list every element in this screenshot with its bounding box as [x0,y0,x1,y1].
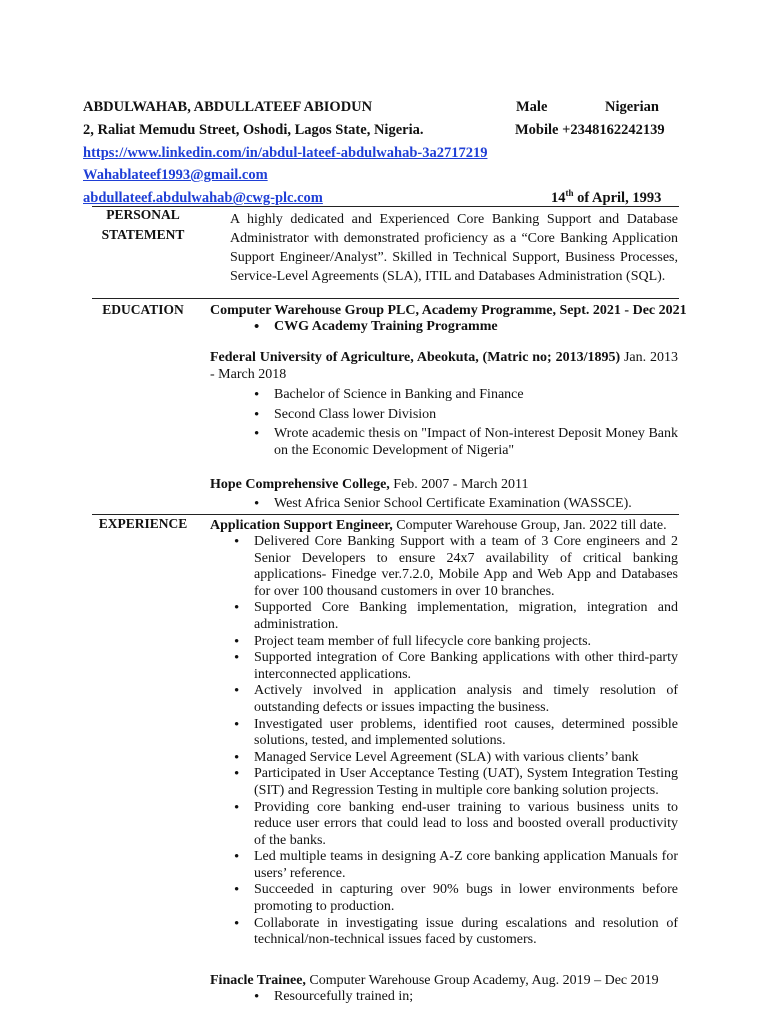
list-item: • Actively involved in application analysis and timely resolution of outstanding defects or issues impacting the business. [230,683,678,716]
experience-job1-title: Application Support Engineer, Computer Warehouse Group, Jan. 2022 till date. [210,518,667,533]
list-item: • CWG Academy Training Programme [250,319,678,336]
nationality: Nigerian [605,99,659,115]
date-of-birth: 14th of April, 1993 [551,188,662,206]
experience-job2-title: Finacle Trainee, Computer Warehouse Group Academy, Aug. 2019 – Dec 2019 [210,973,659,988]
personal-statement-label: PERSONAL STATEMENT [101,207,185,242]
personal-statement-text: A highly dedicated and Experienced Core Banking Support and Database Administrator with demonstrated proficiency as a “Core Banking Application Support Engineer/Analyst”. Skilled in Technical Support, Business Processes, Service-Level Agreements (SLA), ITIL and Databases Administration (SQL). [230,212,678,284]
list-item: • West Africa Senior School Certificate Examination (WASSCE). [250,496,678,513]
list-item: • Delivered Core Banking Support with a team of 3 Core engineers and 2 Senior Developers to ensure 24x7 availability of critical banking applications- Finedge ver.7.2.0, Mobile App and Web App and Databases for over 100 thousand customers in over 10 branches. [230,534,678,600]
list-item: • Supported integration of Core Banking applications with other third-party interconnected applications. [230,650,678,683]
experience-job1 [210,517,678,949]
personal-email-link[interactable]: Wahablateef1993@gmail.com [83,167,268,183]
education-cwg [210,302,687,336]
work-email-link[interactable]: abdullateef.abdulwahab@cwg-plc.com [83,190,323,206]
list-item: • Project team member of full lifecycle core banking projects. [230,634,678,651]
education-hope-title: Hope Comprehensive College, Feb. 2007 - March 2011 [210,477,529,492]
experience-label: EXPERIENCE [98,516,188,531]
experience-job2-list [250,989,678,1006]
list-item: • Supported Core Banking implementation, migration, integration and administration. [230,600,678,633]
education-hope-list [250,496,678,513]
candidate-name: ABDULWAHAB, ABDULLATEEF ABIODUN [83,99,373,115]
education-funaab-list [250,387,678,459]
gender: Male [516,99,548,115]
list-item: • Second Class lower Division [250,407,678,424]
experience-job1-list [230,534,678,949]
linkedin-link[interactable]: https://www.linkedin.com/in/abdul-lateef-abdulwahab-3a2717219 [83,145,488,161]
mobile-number: Mobile +2348162242139 [515,122,665,138]
section-divider [92,298,679,299]
list-item: • Wrote academic thesis on "Impact of Non-interest Deposit Money Bank on the Economic Development of Nigeria" [250,426,678,459]
list-item: • Providing core banking end-user training to various business units to reduce user errors that could lead to loss and boosted overall productivity of the banks. [230,800,678,850]
list-item: • Bachelor of Science in Banking and Finance [250,387,678,404]
list-item: • Collaborate in investigating issue during escalations and resolution of technical/non-technical issues faced by customers. [230,916,678,949]
education-hope [210,476,678,513]
list-item: • Participated in User Acceptance Testing (UAT), System Integration Testing (SIT) and Regression Testing in multiple core banking solution projects. [230,766,678,799]
list-item: • Managed Service Level Agreement (SLA) with various clients’ bank [230,750,678,767]
list-item: • Succeeded in capturing over 90% bugs in lower environments before promoting to production. [230,882,678,915]
education-label: EDUCATION [102,302,184,317]
list-item: • Led multiple teams in designing A-Z core banking application Manuals for users’ reference. [230,849,678,882]
education-funaab [210,349,678,459]
education-funaab-title: Federal University of Agriculture, Abeokuta, (Matric no; 2013/1895) Jan. 2013 - March 2018 [210,350,678,382]
education-cwg-title: Computer Warehouse Group PLC, Academy Programme, Sept. 2021 - Dec 2021 [210,303,687,318]
experience-job2 [210,972,678,1006]
address: 2, Raliat Memudu Street, Oshodi, Lagos State, Nigeria. [83,122,424,138]
list-item: • Resourcefully trained in; [250,989,678,1006]
education-cwg-list [250,319,678,336]
list-item: • Investigated user problems, identified root causes, determined possible solutions, tested, and implemented solutions. [230,717,678,750]
